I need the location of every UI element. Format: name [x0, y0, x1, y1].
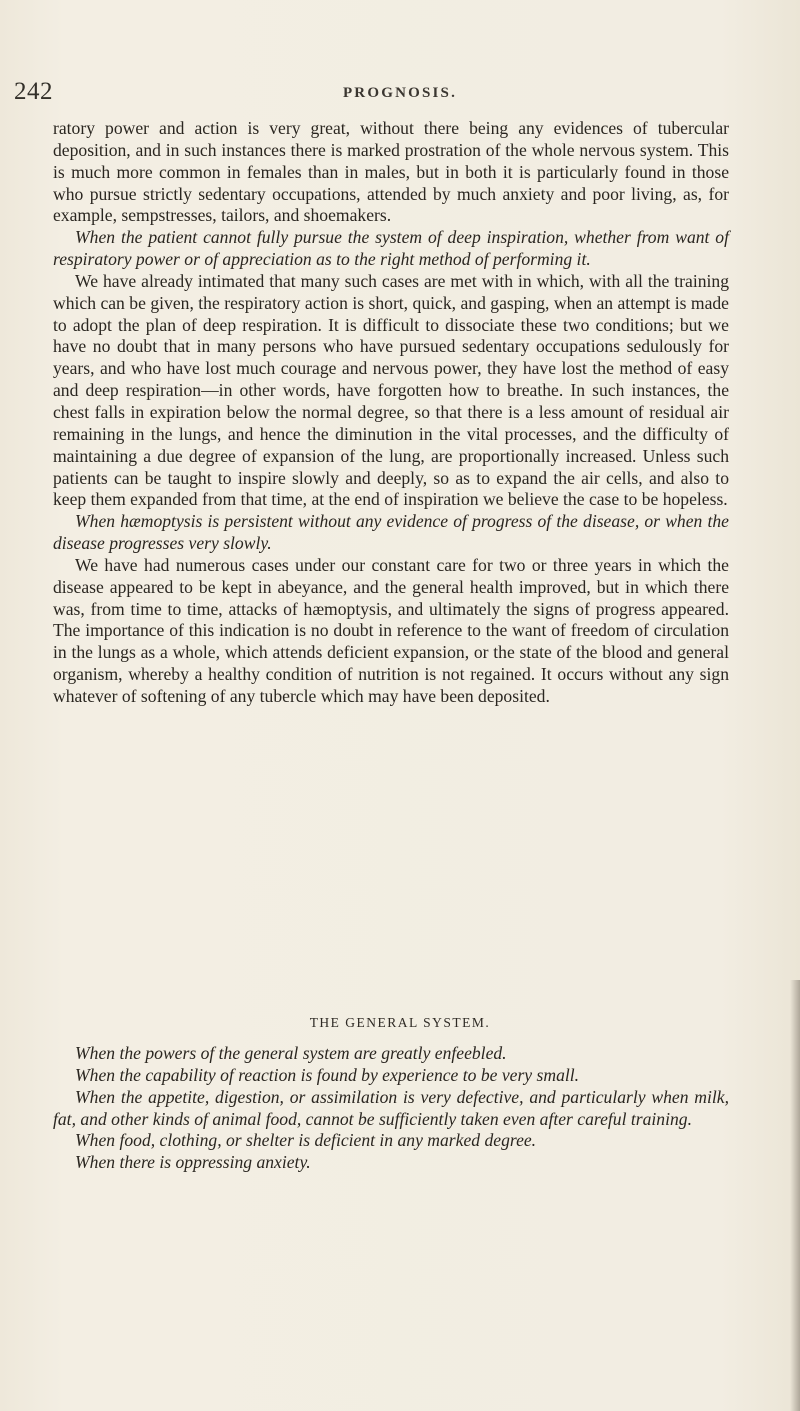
section-title: THE GENERAL SYSTEM. [309, 1015, 491, 1030]
list-item: When food, clothing, or shelter is deficient in any marked degree. [75, 1130, 537, 1151]
page-header [0, 78, 800, 108]
paragraph-respiration: We have already intimated that many such cases are met with in which, with all the training which can be given, the respiratory action is short, quick, and gasping, when an attempt is made to adopt the plan of deep respiration. It is difficult to dissociate these two conditions; but we have no doubt that in many persons who have pursued sedentary occupations sedulously for years, and who have lost much courage and nervous power, they have lost the method of easy and deep respiration—in other words, have forgotten how to breathe. In such instances, the chest falls in expiration below the normal degree, so that there is a less amount of residual air remaining in the lungs, and hence the diminution in the vital processes, and the difficulty of maintaining a due degree of expansion of the lung, are proportionally increased. Unless such patients can be taught to inspire slowly and deeply, so as to expand the air cells, and also to keep them expanded from that time, at the end of inspiration we believe the case to be hopeless. [53, 270, 729, 510]
list-item: When the powers of the general system are greatly enfeebled. [75, 1043, 507, 1063]
body-text [53, 118, 729, 708]
paragraph-continuation: ratory power and action is very great, without there being any evidences of tubercular deposition, and in such instances there is marked prostration of the whole nervous system. This is much more common in females than in males, but in both it is particularly found in those who pursue strictly sedentary occupations, attended by much anxiety and poor living, as, for example, sempstresses, tailors, and shoemakers. [53, 118, 729, 226]
list-item: When the appetite, digestion, or assimilation is very defective, and particularly when milk, fat, and other kinds of animal food, cannot be sufficiently taken even after careful training. [53, 1086, 729, 1129]
paragraph-haemoptysis: We have had numerous cases under our constant care for two or three years in which the disease appeared to be kept in abeyance, and the general health improved, but in which there was, from time to time, attacks of hæmoptysis, and ultimately the signs of progress appeared. The importance of this indication is no doubt in reference to the want of freedom of circulation in the lungs as a whole, which attends deficient expansion, or the state of the blood and general organism, whereby a healthy condition of nutrition is not regained. It occurs without any sign whatever of softening of any tubercle which may have been deposited. [53, 554, 729, 706]
list-item: When the capability of reaction is found by experience to be very small. [75, 1064, 580, 1085]
running-head: PROGNOSIS. [342, 85, 458, 101]
general-system-list [53, 1043, 729, 1174]
page-number: 242 [14, 78, 53, 105]
list-item: When there is oppressing anxiety. [75, 1152, 311, 1173]
italic-heading-deep-inspiration: When the patient cannot fully pursue the system of deep inspiration, whether from want of respiratory power or of appreciation as to the right method of performing it. [53, 227, 729, 270]
italic-heading-haemoptysis: When hæmoptysis is persistent without any evidence of progress of the disease, or when the disease progresses very slowly. [53, 511, 729, 554]
page-edge-shadow [790, 980, 800, 1411]
